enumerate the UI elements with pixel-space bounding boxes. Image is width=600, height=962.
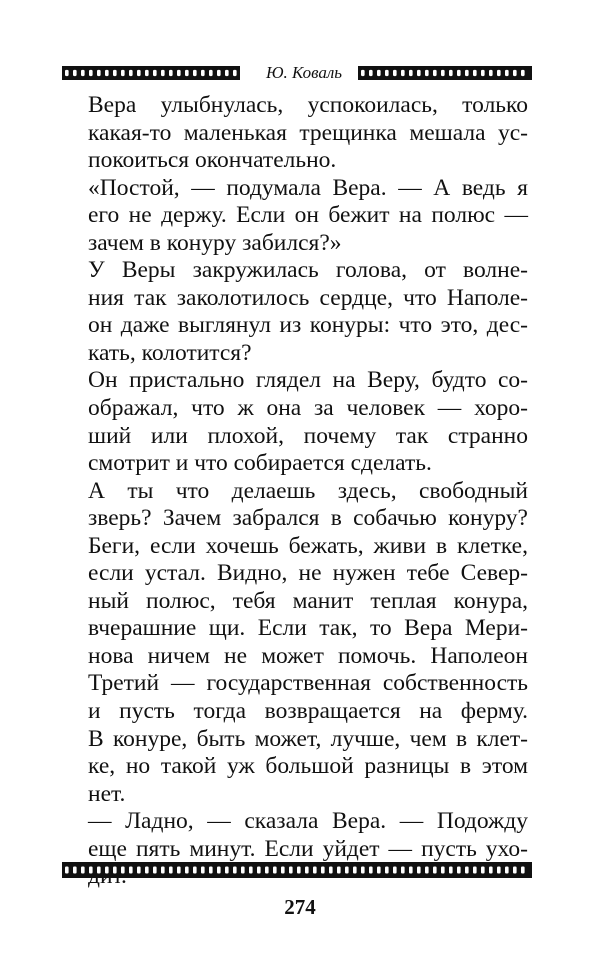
text-line: «Постой, — подумала Вера. — А ведь я bbox=[88, 174, 528, 201]
header-ornament-right bbox=[358, 66, 532, 80]
text-line: вчерашние щи. Если так, то Вера Мери- bbox=[88, 615, 528, 642]
page-number: 274 bbox=[284, 895, 316, 919]
text-line: У Веры закружилась голова, от волне- bbox=[88, 257, 528, 284]
text-line: зверь? Зачем забрался в собачью конуру? bbox=[88, 505, 528, 532]
text-line: — Ладно, — сказала Вера. — Подожду bbox=[88, 808, 528, 835]
text-line: Третий — государственная собственность bbox=[88, 670, 528, 697]
text-line: какая-то маленькая трещинка мешала ус- bbox=[88, 119, 528, 146]
text-line: кать, колотится? bbox=[88, 339, 252, 366]
text-line: если устал. Видно, не нужен тебе Север- bbox=[88, 560, 528, 587]
text-line: нет. bbox=[88, 780, 126, 807]
text-line: В конуре, быть может, лучше, чем в клет- bbox=[88, 725, 528, 752]
text-line: нова ничем не может помочь. Наполеон bbox=[88, 642, 528, 669]
text-line: Он пристально глядел на Веру, будто со- bbox=[88, 367, 528, 394]
text-line: Беги, если хочешь бежать, живи в клетке, bbox=[88, 532, 528, 559]
footer-ornament bbox=[62, 862, 532, 878]
text-line: и пусть тогда возвращается на ферму. bbox=[88, 698, 528, 725]
text-line: еще пять минут. Если уйдет — пусть ухо- bbox=[88, 835, 528, 862]
running-head: Ю. Коваль bbox=[265, 63, 343, 82]
text-line: ке, но такой уж большой разницы в этом bbox=[88, 753, 528, 780]
text-line: А ты что делаешь здесь, свободный bbox=[88, 477, 528, 504]
text-line: ший или плохой, почему так странно bbox=[88, 422, 528, 449]
text-line: ния так заколотилось сердце, что Наполе- bbox=[88, 284, 528, 311]
header-ornament-left bbox=[62, 66, 240, 80]
text-line: покоиться окончательно. bbox=[88, 147, 337, 174]
text-line: зачем в конуру забился?» bbox=[88, 229, 342, 256]
body-text bbox=[88, 92, 528, 891]
page-header bbox=[62, 62, 532, 84]
text-line: смотрит и что собирается сделать. bbox=[88, 450, 432, 477]
text-line: ображал, что ж она за человек — хоро- bbox=[88, 395, 528, 422]
text-line: Вера улыбнулась, успокоилась, только bbox=[88, 92, 528, 118]
text-line: его не держу. Если он бежит на полюс — bbox=[88, 202, 528, 229]
text-line: он даже выглянул из конуры: что это, дес- bbox=[88, 312, 528, 339]
text-line: ный полюс, тебя манит теплая конура, bbox=[88, 587, 528, 614]
